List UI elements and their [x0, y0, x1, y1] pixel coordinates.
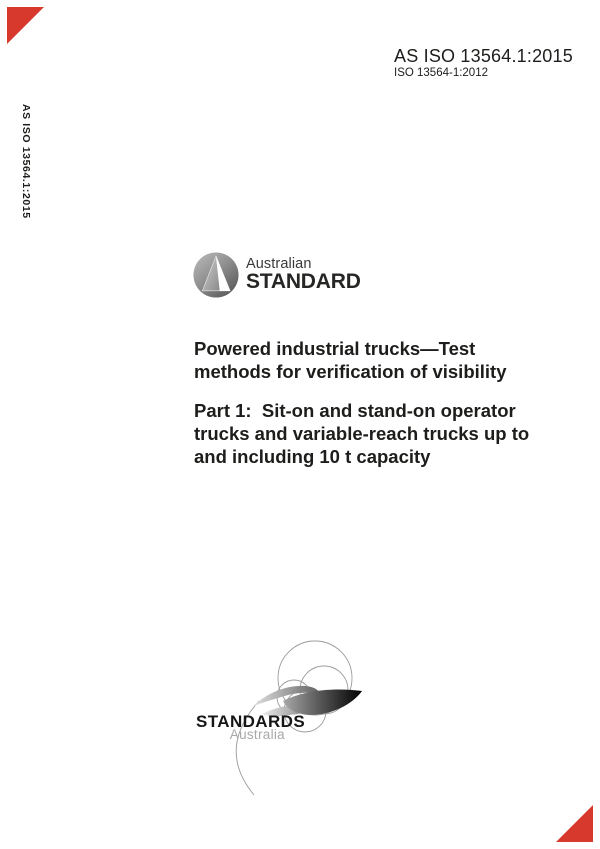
main-title: [194, 337, 544, 383]
footer-org-name: STANDARDS: [196, 712, 306, 731]
standard-number-primary: AS ISO 13564.1:2015: [394, 46, 573, 66]
part-title-line: Part 1: Sit-on and stand-on operator: [194, 400, 516, 421]
main-title-line: methods for verification of visibility: [194, 361, 507, 382]
designation-block: [394, 46, 573, 80]
spine-designation: AS ISO 13564.1:2015: [20, 104, 32, 219]
red-triangle-icon: [556, 805, 593, 842]
main-title-line: Powered industrial trucks—Test: [194, 338, 476, 359]
standard-mark-icon: [193, 252, 239, 298]
corner-flash-bottom-right-icon: [548, 797, 600, 849]
corner-flash-top-left-icon: [0, 0, 52, 52]
part-title-line: and including 10 t capacity: [194, 446, 431, 467]
title-block: [194, 337, 544, 468]
part-title: [194, 399, 544, 468]
standard-number-secondary: ISO 13564-1:2012: [394, 67, 488, 79]
red-triangle-icon: [7, 7, 44, 44]
footer-org-country: Australia: [229, 727, 285, 742]
emblem-line1: Australian: [246, 256, 312, 272]
emblem-line2: STANDARD: [246, 270, 361, 293]
part-title-line: trucks and variable-reach trucks up to: [194, 423, 530, 444]
emblem-wordmark: [246, 257, 361, 292]
